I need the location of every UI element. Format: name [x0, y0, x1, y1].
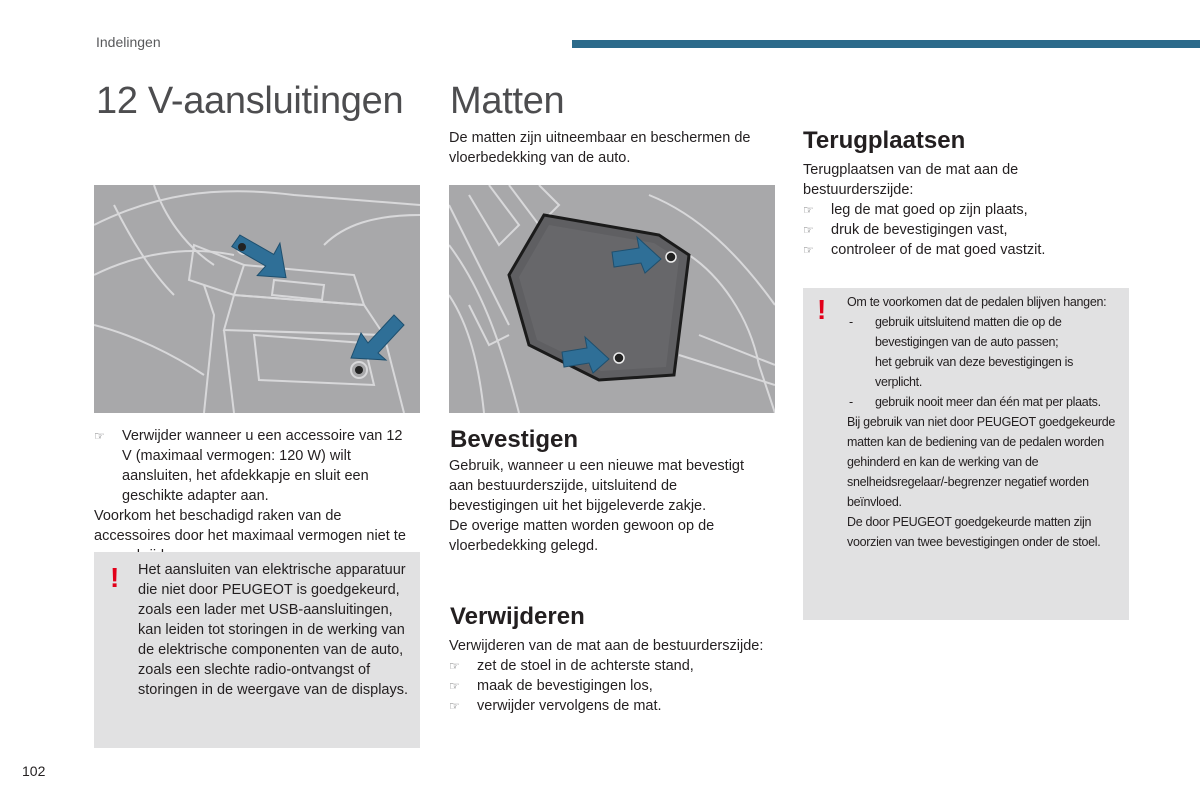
bevestigen-p2: De overige matten worden gewoon op de vloerbedekking gelegd. [449, 518, 715, 554]
hand-pointer-icon: ☞ [803, 223, 814, 237]
illustration-12v-sockets [94, 185, 420, 413]
warning-text-12v: Het aansluiten van elektrische apparatuur die niet door PEUGEOT is goedgekeurd, zoals een lader met USB-aansluitingen, kan leiden tot storingen in de werking van de elektrische componenten van de auto, zoals een slechte radio-ontvangst of storingen in de weergave van de displays. [138, 562, 409, 698]
title-12v: 12 V-aansluitingen [96, 80, 404, 122]
hand-pointer-icon: ☞ [449, 659, 460, 673]
warning-dash-item: - gebruik nooit meer dan één mat per plaats. [847, 392, 1123, 412]
section-label: Indelingen [96, 34, 161, 50]
list-item: ☞ controleer of de mat goed vastzit. [803, 242, 1046, 258]
page-number: 102 [22, 763, 46, 779]
list-item: ☞ leg de mat goed op zijn plaats, [803, 202, 1028, 218]
warning-box-matten [803, 288, 1129, 620]
dash-glyph: - [849, 315, 853, 329]
matten-intro: De matten zijn uitneembaar en beschermen de vloerbedekking van de auto. [449, 130, 751, 166]
hand-pointer-icon: ☞ [803, 243, 814, 257]
verwijderen-list [449, 656, 769, 716]
warning-icon: ! [817, 294, 827, 325]
list-item: ☞ druk de bevestigingen vast, [803, 222, 1008, 238]
bevestigen-text [449, 456, 769, 556]
heading-bevestigen: Bevestigen [450, 426, 579, 453]
warning-text-matten [847, 292, 1123, 552]
heading-verwijderen: Verwijderen [450, 603, 585, 630]
hand-pointer-icon: ☞ [449, 679, 460, 693]
hand-pointer-icon: ☞ [449, 699, 460, 713]
warning-p2: De door PEUGEOT goedgekeurde matten zijn voorzien van twee bevestigingen onder de stoel. [847, 515, 1101, 549]
terugplaatsen-text [803, 160, 1123, 260]
12v-bullet-list [94, 426, 414, 506]
warning-intro: Om te voorkomen dat de pedalen blijven hangen: [847, 295, 1107, 309]
warning-p1: Bij gebruik van niet door PEUGEOT goedgekeurde matten kan de bediening van de pedalen worden gehinderd en kan de werking van de snelheidsregelaar/-begrenzer negatief worden beïnvloed. [847, 415, 1116, 509]
verwijderen-text [449, 636, 769, 716]
warning-icon: ! [110, 562, 120, 593]
hand-pointer-icon: ☞ [803, 203, 814, 217]
12v-bullet-text: Verwijder wanneer u een accessoire van 12 V (maximaal vermogen: 120 W) wilt aansluiten, het afdekkapje en sluit een geschikte adapter aan. [122, 428, 403, 504]
12v-instructions [94, 426, 414, 566]
verwijderen-intro: Verwijderen van de mat aan de bestuurderszijde: [449, 638, 764, 654]
terugplaatsen-intro: Terugplaatsen van de mat aan de bestuurderszijde: [803, 162, 1019, 198]
12v-note: Voorkom het beschadigd raken van de accessoires door het maximaal vermogen niet te [94, 508, 406, 544]
terugplaatsen-list [803, 200, 1123, 260]
warning-box-12v [94, 552, 420, 748]
list-item: ☞ verwijder vervolgens de mat. [449, 698, 662, 714]
list-item: ☞ zet de stoel in de achterste stand, [449, 658, 694, 674]
floor-mat-drawing [449, 185, 775, 413]
list-item: ☞ maak de bevestigingen los, [449, 678, 653, 694]
warning-dash-item: - gebruik uitsluitend matten die op de bevestigingen van de auto passen; het gebruik van deze bevestigingen is verplicht. [847, 312, 1123, 392]
title-matten: Matten [450, 80, 565, 122]
bevestigen-p1: Gebruik, wanneer u een nieuwe mat bevestigt aan bestuurderszijde, uitsluitend de bevestigingen uit het bijgeleverde zakje. [449, 458, 745, 514]
hand-pointer-icon: ☞ [94, 429, 105, 443]
heading-terugplaatsen: Terugplaatsen [803, 127, 966, 154]
console-drawing [94, 185, 420, 413]
illustration-floor-mat [449, 185, 775, 413]
header-accent-bar [572, 40, 1200, 48]
list-item [94, 426, 414, 506]
dash-glyph: - [849, 395, 853, 409]
